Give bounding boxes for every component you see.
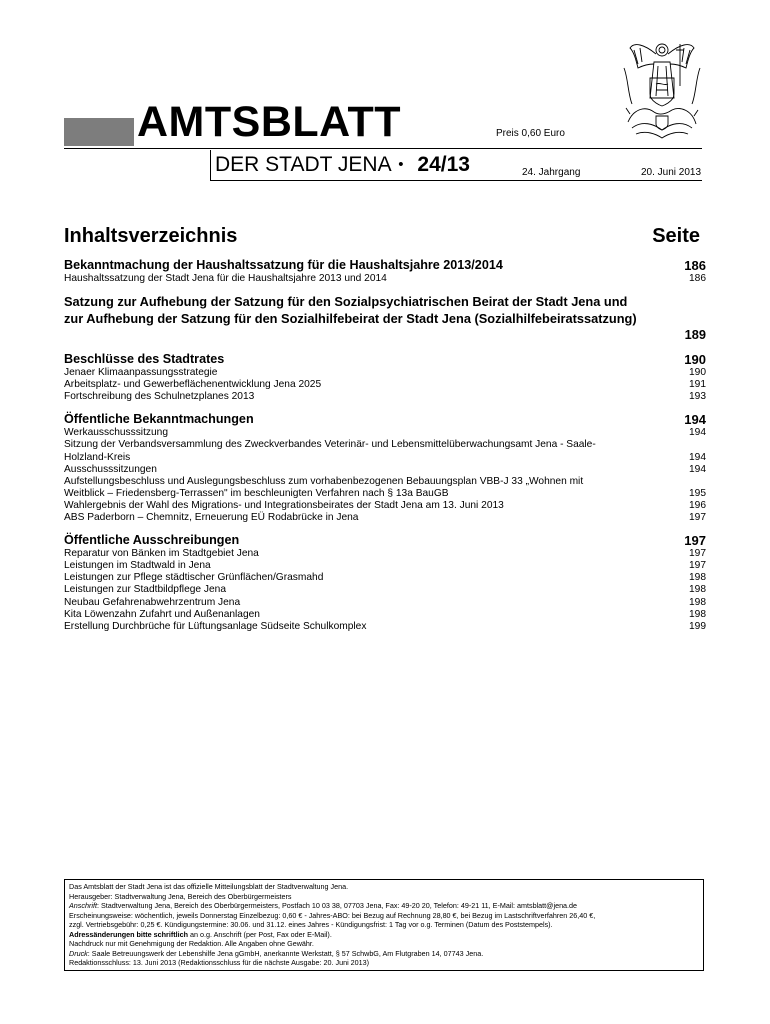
masthead-rule: [64, 148, 702, 149]
item-label: Leistungen zur Pflege städtischer Grünflächen/Grasmahd: [64, 572, 324, 584]
item-label: Erstellung Durchbrüche für Lüftungsanlage Südseite Schulkomplex: [64, 620, 367, 632]
toc-item: [64, 597, 706, 609]
item-label: Ausschusssitzungen: [64, 463, 157, 475]
toc-section-bekanntmachungen: [64, 412, 706, 524]
imprint-line: zzgl. Vertriebsgebühr: 0,25 €. Kündigungstermine: 30.06. und 31.12. eines Jahres - Kündigungsfrist: 1 Tag vor o.g. Terminen (Datum des Poststempels).: [69, 920, 553, 929]
print-text: : Saale Betreuungswerk der Lebenshilfe Jena gGmbH, anerkannte Werkstatt, § 57 SchwbG, Am Flutgraben 14, 07743 Jena.: [87, 948, 484, 958]
item-label: Werkausschusssitzung: [64, 427, 168, 439]
item-page: 193: [689, 391, 706, 403]
item-label: Fortschreibung des Schulnetzplanes 2013: [64, 391, 255, 403]
toc-section-title: [64, 412, 706, 427]
toc-item: [64, 609, 706, 621]
masthead-title: AMTSBLATT: [137, 98, 402, 146]
city-name: DER STADT JENA: [215, 153, 391, 176]
subtitle-bottom-rule: [210, 180, 702, 181]
section-page: 197: [684, 533, 706, 549]
item-label: Arbeitsplatz- und Gewerbeflächenentwicklung Jena 2025: [64, 379, 322, 391]
item-label: ABS Paderborn – Chemnitz, Erneuerung EÜ Rodabrücke in Jena: [64, 512, 359, 524]
item-page: 198: [689, 584, 706, 596]
item-page: 199: [689, 620, 706, 632]
toc-item: [64, 464, 706, 476]
toc-item: [64, 452, 706, 464]
imprint-line: Das Amtsblatt der Stadt Jena ist das offizielle Mitteilungsblatt der Stadtverwaltung Jena.: [69, 882, 349, 891]
toc-item: [64, 427, 706, 439]
section-title: Öffentliche Ausschreibungen: [64, 533, 240, 548]
item-page: 198: [689, 596, 706, 608]
toc-item: [64, 621, 706, 633]
masthead-subtitle: [215, 152, 470, 178]
item-label: Leistungen zur Stadtbildpflege Jena: [64, 584, 226, 596]
volume-label: 24. Jahrgang: [522, 167, 581, 178]
item-label: Wahlergebnis der Wahl des Migrations- und Integrationsbeirates der Stadt Jena am 13. Juni 2013: [64, 499, 504, 511]
toc-section-haushalt: [64, 258, 706, 285]
imprint-line: Redaktionsschluss: 13. Juni 2013 (Redaktionsschluss für die nächste Ausgabe: 20. Juni 2013): [69, 958, 370, 967]
section-title: Bekanntmachung der Haushaltssatzung für die Haushaltsjahre 2013/2014: [64, 258, 503, 272]
toc-section-ausschreibungen: [64, 533, 706, 633]
item-label: Jenaer Klimaanpassungsstrategie: [64, 367, 218, 379]
header-gray-bar: [64, 118, 134, 146]
item-page: 197: [689, 560, 706, 572]
address-change-text: an o.g. Anschrift (per Post, Fax oder E-Mail).: [188, 929, 332, 939]
bullet-separator: •: [398, 156, 404, 174]
toc-section-title: [64, 533, 706, 548]
toc-section-title: [64, 352, 706, 367]
page-column-title: Seite: [652, 225, 700, 247]
section-title: Beschlüsse des Stadtrates: [64, 352, 225, 367]
section-title-line-1: Satzung zur Aufhebung der Satzung für den Sozialpsychiatrischen Beirat der Stadt Jena und: [64, 294, 628, 310]
toc-heading-row: [64, 224, 700, 248]
item-page: 190: [689, 367, 706, 379]
address-change-bold: Adressänderungen bitte schriftlich: [69, 929, 189, 939]
item-label: Weitblick – Friedensberg-Terrassen" im beschleunigten Verfahren nach § 13a BauGB: [64, 487, 449, 499]
toc-item: [64, 273, 706, 285]
toc-section-title: [64, 258, 706, 273]
item-page: 198: [689, 608, 706, 620]
item-label: Neubau Gefahrenabwehrzentrum Jena: [64, 596, 241, 608]
imprint-line: Erscheinungsweise: wöchentlich, jeweils Donnerstag Einzelbezug: 0,60 € - Jahres-ABO: bei Bezug auf Rechnung 28,80 €, bei Bezug im Lastschriftverfahren 26,40 €,: [69, 910, 596, 920]
toc-title: Inhaltsverzeichnis: [64, 225, 238, 247]
item-page: 198: [689, 572, 706, 584]
jena-coat-of-arms-icon: [620, 38, 704, 142]
address-text: : Stadtverwaltung Jena, Bereich des Oberbürgermeisters, Postfach 10 03 38, 07703 Jena, Fax: 49-20 20, Telefon: 49-21 11, E-Mail: amtsblatt@jena.de: [96, 901, 578, 910]
item-page: 194: [689, 427, 706, 439]
item-label: Holzland-Kreis: [64, 451, 131, 463]
issue-date: 20. Juni 2013: [641, 167, 702, 178]
imprint-line: Nachdruck nur mit Genehmigung der Redaktion. Alle Angaben ohne Gewähr.: [69, 939, 314, 948]
subtitle-left-rule: [210, 150, 211, 180]
toc-item-line-1: Aufstellungsbeschluss und Auslegungsbeschluss zum vorhabenbezogenen Bebauungsplan VBB-J 33 „Wohnen mit: [64, 475, 584, 487]
item-page: 186: [689, 273, 706, 284]
item-label: Kita Löwenzahn Zufahrt und Außenanlagen: [64, 608, 260, 620]
table-of-contents: [64, 258, 706, 639]
item-label: Reparatur von Bänken im Stadtgebiet Jena: [64, 548, 259, 560]
toc-item: [64, 512, 706, 524]
toc-item: [64, 572, 706, 584]
item-page: 196: [689, 499, 706, 511]
item-page: 197: [689, 512, 706, 524]
toc-item: [64, 367, 706, 379]
toc-item: [64, 500, 706, 512]
toc-item: [64, 488, 706, 500]
item-page: 194: [689, 463, 706, 475]
toc-item: [64, 379, 706, 391]
item-page: 194: [689, 451, 706, 463]
toc-item: [64, 584, 706, 596]
item-page: 191: [689, 379, 706, 391]
toc-item-line-1: Sitzung der Verbandsversammlung des Zweckverbandes Veterinär- und Lebensmittelüberwachungsamt Jena - Saale-: [64, 439, 596, 451]
imprint-print: [69, 949, 699, 959]
imprint-box: [64, 879, 704, 971]
print-label: Druck: [69, 948, 88, 958]
section-page: 194: [684, 412, 706, 428]
imprint-address: [69, 901, 699, 911]
section-page: 190: [684, 352, 706, 368]
item-page: 195: [689, 487, 706, 499]
issue-number: 24/13: [417, 153, 470, 176]
price-label: Preis 0,60 Euro: [496, 128, 565, 139]
toc-section-beschluesse: [64, 352, 706, 403]
imprint-address-change: [69, 930, 699, 940]
toc-section-satzung: [64, 293, 706, 342]
section-title: Öffentliche Bekanntmachungen: [64, 412, 254, 427]
section-title-line-2: zur Aufhebung der Satzung für den Sozialhilfebeirat der Stadt Jena (Sozialhilfebeiratssatzung): [64, 311, 637, 327]
toc-item: [64, 548, 706, 560]
toc-item: [64, 391, 706, 403]
section-page: 189: [684, 327, 706, 343]
address-label: Anschrift: [69, 901, 97, 910]
item-label: Leistungen im Stadtwald in Jena: [64, 560, 211, 572]
item-label: Haushaltssatzung der Stadt Jena für die Haushaltsjahre 2013 und 2014: [64, 273, 387, 284]
toc-item: [64, 560, 706, 572]
item-page: 197: [689, 548, 706, 560]
section-page: 186: [684, 258, 706, 273]
imprint-line: Herausgeber: Stadtverwaltung Jena, Bereich des Oberbürgermeisters: [69, 891, 292, 901]
